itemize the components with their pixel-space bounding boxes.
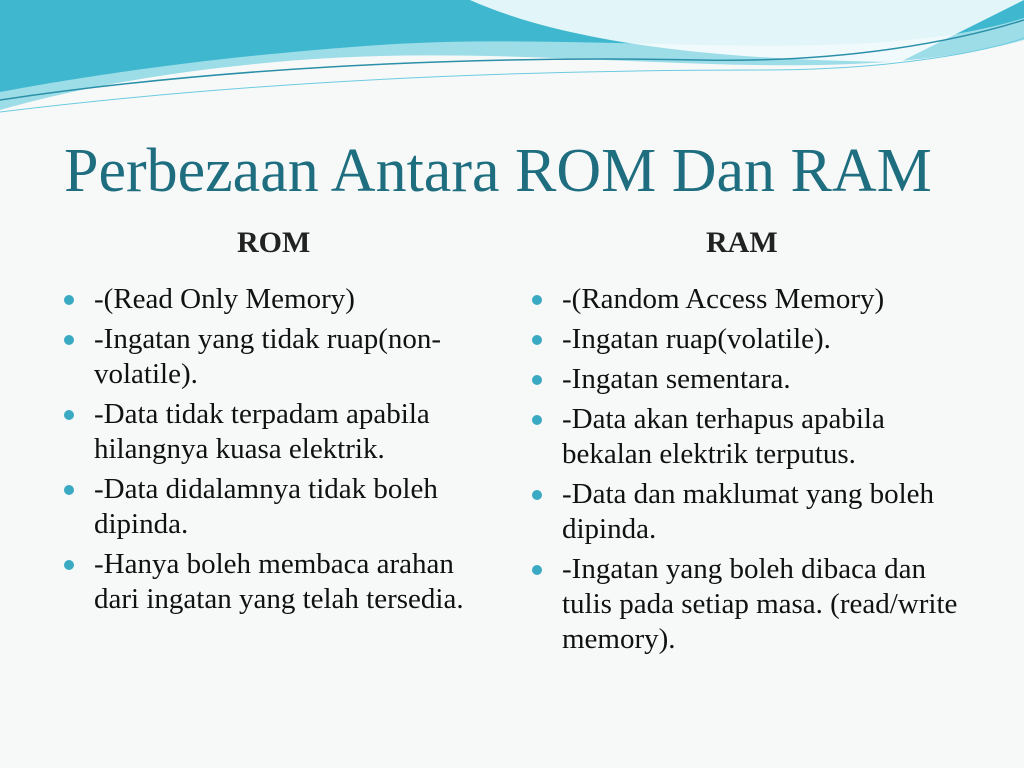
list-item [530, 362, 970, 397]
bullet-icon [64, 485, 74, 495]
list-item-text: -Data tidak terpadam apabila hilangnya kuasa elektrik. [94, 398, 430, 465]
list-item-text: -Ingatan yang tidak ruap(non-volatile). [94, 323, 442, 390]
list-item [530, 402, 970, 472]
bullet-icon [64, 295, 74, 305]
rom-column-heading: ROM [237, 226, 311, 259]
bullet-icon [532, 490, 542, 500]
list-item-text: -Ingatan yang boleh dibaca dan tulis pada setiap masa. (read/write memory). [562, 553, 958, 655]
bullet-icon [64, 335, 74, 345]
ram-bullet-list [530, 282, 970, 662]
bullet-icon [532, 375, 542, 385]
list-item-text: -(Random Access Memory) [562, 283, 885, 315]
ram-column-heading: RAM [706, 226, 778, 259]
rom-bullet-list [62, 282, 502, 622]
list-item-text: -(Read Only Memory) [94, 283, 355, 315]
bullet-icon [532, 565, 542, 575]
bullet-icon [532, 415, 542, 425]
list-item [62, 322, 502, 392]
bullet-icon [64, 410, 74, 420]
bullet-icon [532, 295, 542, 305]
list-item-text: -Hanya boleh membaca arahan dari ingatan yang telah tersedia. [94, 548, 464, 615]
list-item [62, 397, 502, 467]
list-item-text: -Data dan maklumat yang boleh dipinda. [562, 478, 935, 545]
list-item-text: -Data didalamnya tidak boleh dipinda. [94, 473, 438, 540]
list-item [62, 282, 502, 317]
list-item [530, 282, 970, 317]
bullet-icon [64, 560, 74, 570]
list-item [530, 477, 970, 547]
header-wave-decoration [0, 0, 1024, 130]
list-item-text: -Data akan terhapus apabila bekalan elektrik terputus. [562, 403, 885, 470]
list-item [62, 472, 502, 542]
bullet-icon [532, 335, 542, 345]
list-item [530, 322, 970, 357]
list-item-text: -Ingatan sementara. [562, 363, 791, 395]
list-item-text: -Ingatan ruap(volatile). [562, 323, 831, 355]
slide-title: Perbezaan Antara ROM Dan RAM [64, 137, 932, 205]
list-item [530, 552, 970, 657]
list-item [62, 547, 502, 617]
